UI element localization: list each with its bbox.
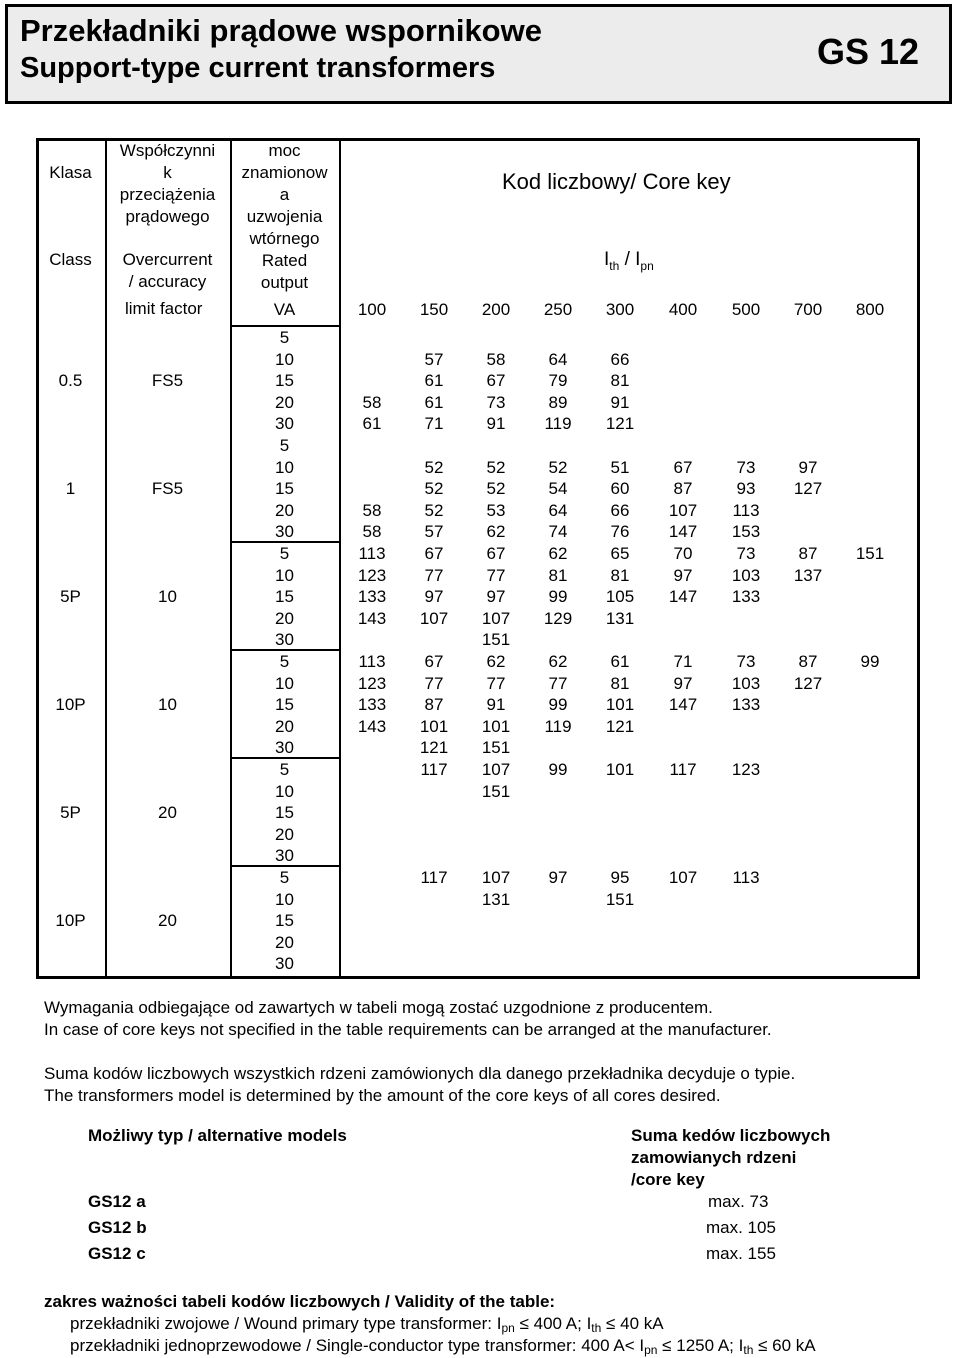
core-key-value: 71 <box>424 414 444 434</box>
core-key-value: 91 <box>486 414 506 434</box>
core-key-value: 137 <box>793 565 823 585</box>
rated-output-value: 30 <box>275 846 294 866</box>
core-key-value: 127 <box>793 673 823 693</box>
core-key-value: 73 <box>486 392 506 412</box>
core-key-value: 62 <box>486 652 506 671</box>
overcurrent-value: 10 <box>158 587 177 607</box>
core-key-value: 77 <box>424 673 444 693</box>
header-overcurrent: Współczynni <box>119 141 216 160</box>
note-pl-1: Wymagania odbiegające od zawartych w tabeli mogą zostać uzgodnione z producentem. <box>44 998 713 1017</box>
model-max: max. 105 <box>706 1218 776 1237</box>
rated-output-value: 5 <box>279 436 290 455</box>
header-rated-output: VA <box>273 300 296 319</box>
core-key-value: 52 <box>548 457 568 477</box>
core-key-value: 99 <box>548 695 568 715</box>
core-key-value: 89 <box>548 392 568 412</box>
core-key-value: 77 <box>486 673 506 693</box>
core-key-value: 70 <box>673 544 693 563</box>
rated-output-value: 10 <box>275 673 294 693</box>
core-key-value: 67 <box>424 652 444 671</box>
rated-output-value: 5 <box>279 652 290 671</box>
header-rated-output: moc <box>268 141 301 160</box>
header-overcurrent: przeciążenia <box>119 185 216 204</box>
core-key-value: 133 <box>357 695 387 715</box>
core-key-value: 113 <box>732 500 760 520</box>
core-key-value: 95 <box>610 868 630 887</box>
rated-output-value: 15 <box>275 911 294 931</box>
sum-header-line1: Suma kedów liczbowych <box>631 1126 831 1145</box>
core-key-value: 58 <box>362 522 382 542</box>
core-key-value: 57 <box>424 522 444 542</box>
core-key-value: 61 <box>610 652 630 671</box>
core-key-value: 117 <box>669 760 697 779</box>
rated-output-value: 5 <box>279 868 290 887</box>
header-overcurrent: k <box>163 163 172 182</box>
core-key-value: 113 <box>732 868 760 887</box>
rated-output-value: 5 <box>279 760 290 779</box>
header-rated-output: a <box>279 185 290 204</box>
header-rated-output: znamionow <box>241 163 328 182</box>
rated-output-value: 15 <box>275 695 294 715</box>
core-key-value: 51 <box>610 457 630 477</box>
core-key-value: 81 <box>610 371 630 391</box>
rated-output-value: 5 <box>279 544 290 563</box>
core-key-value: 131 <box>481 889 511 909</box>
model-name: GS12 a <box>88 1192 146 1211</box>
overcurrent-value: 20 <box>158 911 177 931</box>
core-key-value: 97 <box>673 673 693 693</box>
core-key-value: 121 <box>419 738 449 758</box>
core-key-value: 87 <box>798 544 818 563</box>
core-key-value: 64 <box>548 500 568 520</box>
core-key-value: 97 <box>486 587 506 607</box>
core-key-value: 105 <box>605 587 635 607</box>
model-name: GS12 b <box>88 1218 147 1237</box>
core-key-value: 103 <box>731 673 761 693</box>
core-key-value: 93 <box>736 479 756 499</box>
core-key-value: 91 <box>610 392 630 412</box>
core-key-value: 101 <box>605 695 635 715</box>
core-key-value: 74 <box>548 522 568 542</box>
core-key-value: 107 <box>481 760 511 779</box>
ratio-column-header: 400 <box>668 300 698 319</box>
core-key-value: 133 <box>731 695 761 715</box>
core-key-value: 71 <box>673 652 693 671</box>
model-max: max. 155 <box>706 1244 776 1263</box>
validity-title: zakres ważności tabeli kodów liczbowych / Validity of the table: <box>44 1292 556 1311</box>
title-english: Support-type current transformers <box>20 52 496 84</box>
rated-output-value: 15 <box>275 371 294 391</box>
rated-output-value: 30 <box>275 630 294 650</box>
note-en-2: The transformers model is determined by the amount of the core keys of all cores desired. <box>44 1086 721 1105</box>
rated-output-value: 5 <box>279 328 290 347</box>
core-key-value: 57 <box>424 349 444 369</box>
core-key-value: 87 <box>673 479 693 499</box>
core-key-value: 77 <box>424 565 444 585</box>
core-key-value: 119 <box>544 414 572 434</box>
rated-output-value: 20 <box>275 392 294 412</box>
ratio-column-header: 100 <box>357 300 387 319</box>
core-key-value: 121 <box>605 716 635 736</box>
core-key-value: 58 <box>486 349 506 369</box>
core-key-value: 107 <box>668 868 698 887</box>
core-key-value: 76 <box>610 522 630 542</box>
ratio-column-header: 700 <box>793 300 823 319</box>
rated-output-value: 20 <box>275 608 294 628</box>
core-key-value: 91 <box>486 695 506 715</box>
header-overcurrent: / accuracy <box>128 272 207 291</box>
core-key-value: 97 <box>798 457 818 477</box>
core-key-value: 67 <box>673 457 693 477</box>
overcurrent-value: 20 <box>158 803 177 823</box>
core-key-value: 151 <box>481 630 511 650</box>
header-overcurrent: limit factor <box>125 299 203 318</box>
validity-wound: przekładniki zwojowe / Wound primary type transformer: Ipn ≤ 400 A; Ith ≤ 40 kA <box>70 1314 664 1335</box>
core-key-value: 133 <box>731 587 761 607</box>
overcurrent-value: FS5 <box>151 371 184 391</box>
core-key-value: 58 <box>362 392 382 412</box>
core-key-value: 77 <box>548 673 568 693</box>
ratio-column-header: 800 <box>855 300 885 319</box>
core-key-value: 67 <box>486 371 506 391</box>
class-value: 0.5 <box>58 371 83 391</box>
core-key-value: 81 <box>610 565 630 585</box>
core-key-value: 129 <box>543 608 573 628</box>
core-key-value: 81 <box>548 565 568 585</box>
core-key-value: 53 <box>486 500 506 520</box>
core-key-value: 151 <box>605 889 635 909</box>
product-code: GS 12 <box>816 31 919 72</box>
rated-output-value: 10 <box>275 565 294 585</box>
rated-output-value: 30 <box>275 738 294 758</box>
core-key-value: 52 <box>486 479 506 499</box>
core-key-value: 77 <box>486 565 506 585</box>
header-overcurrent: Overcurrent <box>122 250 213 269</box>
core-key-value: 73 <box>736 457 756 477</box>
header-overcurrent: prądowego <box>125 207 210 226</box>
core-key-value: 52 <box>424 479 444 499</box>
rated-output-value: 15 <box>275 479 294 499</box>
core-key-value: 52 <box>424 457 444 477</box>
core-key-value: 81 <box>610 673 630 693</box>
core-key-value: 61 <box>362 414 382 434</box>
core-key-value: 117 <box>420 760 448 779</box>
rated-output-value: 10 <box>275 349 294 369</box>
core-key-value: 101 <box>419 716 449 736</box>
core-key-value: 151 <box>855 544 885 563</box>
class-value: 5P <box>60 803 81 823</box>
core-key-value: 133 <box>357 587 387 607</box>
core-key-value: 123 <box>357 673 387 693</box>
overcurrent-value: FS5 <box>151 479 184 499</box>
core-key-value: 60 <box>610 479 630 499</box>
core-key-value: 113 <box>358 652 386 671</box>
core-key-value: 147 <box>668 587 698 607</box>
class-value: 5P <box>60 587 81 607</box>
core-key-value: 54 <box>548 479 568 499</box>
core-key-value: 97 <box>424 587 444 607</box>
core-key-value: 131 <box>605 608 635 628</box>
core-key-value: 61 <box>424 392 444 412</box>
core-key-value: 99 <box>860 652 880 671</box>
core-key-value: 97 <box>548 868 568 887</box>
rated-output-value: 15 <box>275 803 294 823</box>
core-key-value: 123 <box>357 565 387 585</box>
core-key-value: 147 <box>668 522 698 542</box>
core-key-value: 153 <box>731 522 761 542</box>
core-key-value: 58 <box>362 500 382 520</box>
ratio-column-header: 200 <box>481 300 511 319</box>
validity-single-conductor: przekładniki jednoprzewodowe / Single-conductor type transformer: 400 A< Ipn ≤ 1250 A; Ith ≤ 60 kA <box>70 1336 816 1357</box>
ratio-column-header: 250 <box>543 300 573 319</box>
title-polish: Przekładniki prądowe wspornikowe <box>20 13 542 48</box>
core-key-value: 64 <box>548 349 568 369</box>
core-key-value: 67 <box>486 544 506 563</box>
core-key-value: 87 <box>424 695 444 715</box>
rated-output-value: 30 <box>275 414 294 434</box>
sum-header-line3: /core key <box>631 1170 705 1189</box>
core-key-value: 127 <box>793 479 823 499</box>
ratio-column-header: 150 <box>419 300 449 319</box>
header-rated-output: uzwojenia <box>246 207 323 226</box>
core-key-value: 62 <box>486 522 506 542</box>
page-header <box>5 4 952 104</box>
note-pl-2: Suma kodów liczbowych wszystkich rdzeni zamówionych dla danego przekładnika decyduje o typie. <box>44 1064 796 1083</box>
core-key-value: 97 <box>673 565 693 585</box>
core-key-value: 99 <box>548 760 568 779</box>
rated-output-value: 10 <box>275 889 294 909</box>
rated-output-value: 10 <box>275 457 294 477</box>
class-value: 10P <box>55 911 86 931</box>
core-key-value: 73 <box>736 544 756 563</box>
core-key-value: 107 <box>668 500 698 520</box>
core-key-value: 65 <box>610 544 630 563</box>
core-key-value: 117 <box>420 868 448 887</box>
core-key-value: 101 <box>605 760 635 779</box>
rated-output-value: 20 <box>275 932 294 952</box>
header-rated-output: Rated <box>261 251 308 270</box>
header-class: Klasa <box>49 163 92 182</box>
core-key-value: 107 <box>419 608 449 628</box>
model-max: max. 73 <box>708 1192 769 1211</box>
core-key-value: 151 <box>481 738 511 758</box>
core-key-value: 151 <box>481 781 511 801</box>
core-key-value: 66 <box>610 500 630 520</box>
model-name: GS12 c <box>88 1244 146 1263</box>
core-key-value: 123 <box>731 760 761 779</box>
core-key-value: 62 <box>548 544 568 563</box>
core-key-value: 99 <box>548 587 568 607</box>
header-rated-output: output <box>260 273 309 292</box>
models-header: Możliwy typ / alternative models <box>88 1126 347 1145</box>
rated-output-value: 20 <box>275 824 294 844</box>
column-divider <box>339 138 341 979</box>
core-key-value: 87 <box>798 652 818 671</box>
core-key-value: 61 <box>424 371 444 391</box>
core-key-value: 103 <box>731 565 761 585</box>
core-key-value: 107 <box>481 868 511 887</box>
core-key-value: 52 <box>424 500 444 520</box>
header-class: Class <box>49 250 92 269</box>
class-value: 10P <box>55 695 86 715</box>
core-key-value: 147 <box>668 695 698 715</box>
core-key-title: Kod liczbowy/ Core key <box>502 169 731 194</box>
core-key-value: 119 <box>544 716 572 736</box>
core-key-value: 52 <box>486 457 506 477</box>
core-key-value: 107 <box>481 608 511 628</box>
ratio-column-header: 500 <box>731 300 761 319</box>
rated-output-value: 30 <box>275 954 294 974</box>
rated-output-value: 30 <box>275 522 294 542</box>
rated-output-value: 10 <box>275 781 294 801</box>
core-key-value: 66 <box>610 349 630 369</box>
rated-output-value: 20 <box>275 716 294 736</box>
note-en-1: In case of core keys not specified in the table requirements can be arranged at the manufacturer. <box>44 1020 772 1039</box>
rated-output-value: 20 <box>275 500 294 520</box>
overcurrent-value: 10 <box>158 695 177 715</box>
core-key-value: 143 <box>357 716 387 736</box>
header-rated-output: wtórnego <box>249 229 320 248</box>
core-key-value: 73 <box>736 652 756 671</box>
core-key-value: 113 <box>358 544 386 563</box>
core-key-value: 101 <box>481 716 511 736</box>
rated-output-value: 15 <box>275 587 294 607</box>
core-key-value: 143 <box>357 608 387 628</box>
core-key-value: 121 <box>605 414 635 434</box>
class-value: 1 <box>65 479 76 499</box>
sum-header-line2: zamowianych rdzeni <box>631 1148 797 1167</box>
core-key-value: 62 <box>548 652 568 671</box>
core-key-value: 67 <box>424 544 444 563</box>
ratio-column-header: 300 <box>605 300 635 319</box>
current-ratio-label: $I_{th} / I_{pn}$ <box>604 249 654 273</box>
core-key-value: 79 <box>548 371 568 391</box>
